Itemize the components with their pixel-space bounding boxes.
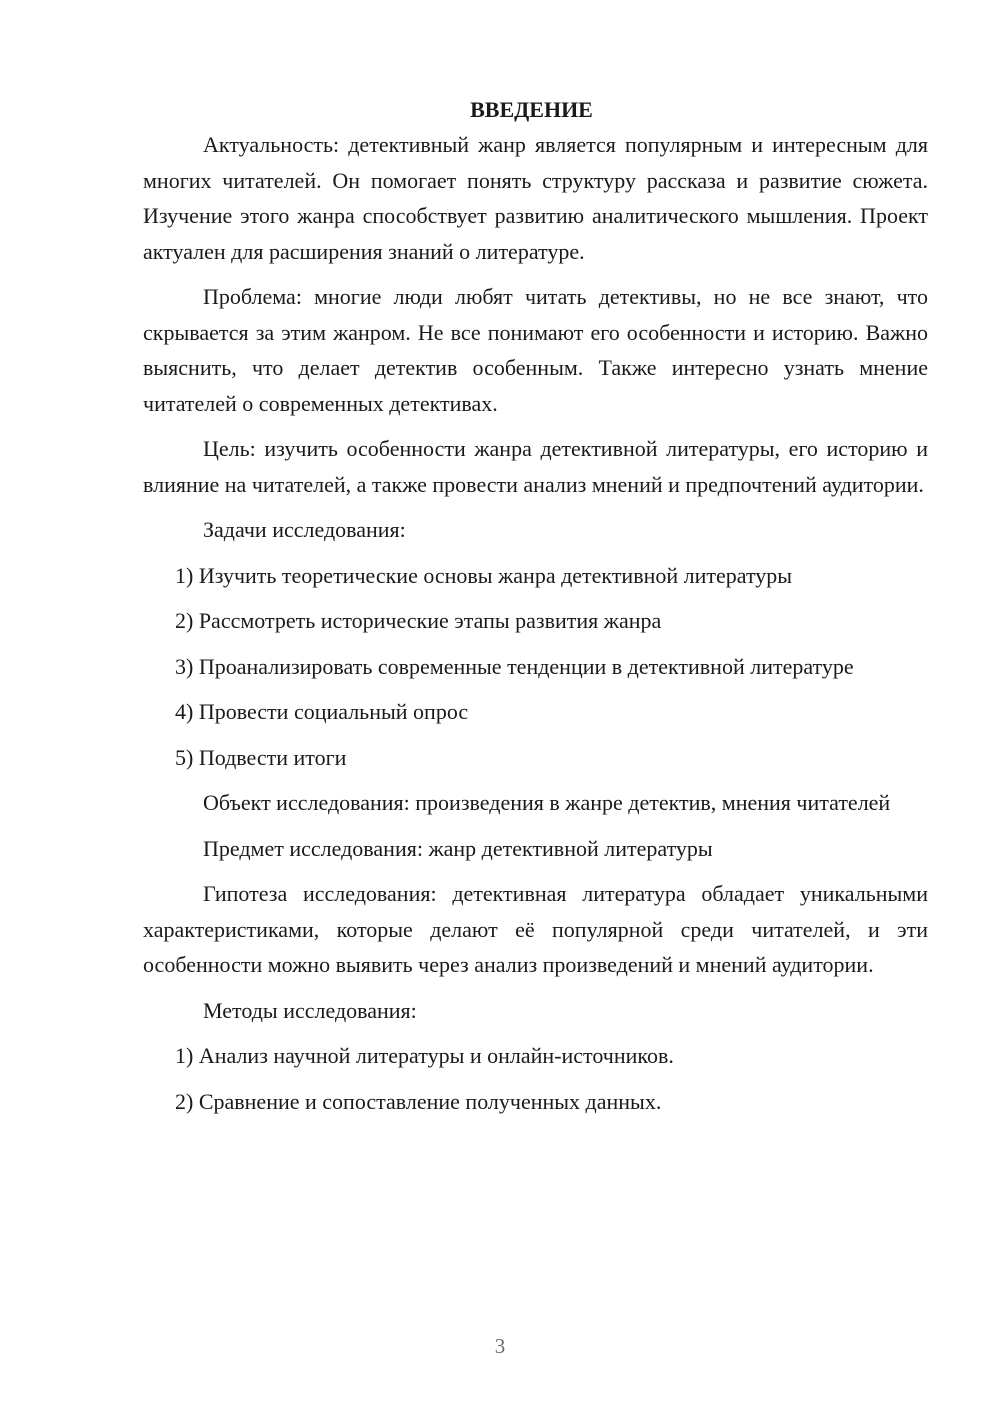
list-item: 1) Анализ научной литературы и онлайн-источников.: [175, 1043, 674, 1068]
paragraph-problem: Проблема: многие люди любят читать детективы, но не все знают, что скрывается за этим жанром. Не все понимают его особенности и историю. Важно выяснить, что делает детектив особенным. Также интересно узнать мнение читателей о современных детективах.: [143, 284, 928, 416]
paragraph-tasks-heading: Задачи исследования:: [203, 517, 406, 542]
paragraph-methods-heading: Методы исследования:: [203, 997, 417, 1023]
list-item: 4) Провести социальный опрос: [175, 699, 469, 724]
list-item: 3) Проанализировать современные тенденции в детективной литературе: [175, 653, 854, 679]
page-title: ВВЕДЕНИЕ: [470, 97, 593, 122]
page-number: 3: [494, 1334, 506, 1358]
paragraph-subject: Предмет исследования: жанр детективной литературы: [203, 835, 713, 861]
paragraph-hypothesis: Гипотеза исследования: детективная литература обладает уникальными характеристиками, которые делают её популярной среди читателей, и эти особенности можно выявить через анализ произведений и мнений аудитории.: [143, 881, 928, 977]
paragraph-relevance: Актуальность: детективный жанр является популярным и интересным для многих читателей. Он помогает понять структуру рассказа и развитие сюжета. Изучение этого жанра способствует развитию аналитического мышления. Проект актуален для расширения знаний о литературе.: [143, 132, 928, 264]
list-item: 2) Сравнение и сопоставление полученных данных.: [175, 1088, 662, 1114]
list-item: 5) Подвести итоги: [175, 744, 347, 770]
list-item: 2) Рассмотреть исторические этапы развития жанра: [175, 608, 662, 633]
list-item: 1) Изучить теоретические основы жанра детективной литературы: [175, 562, 793, 588]
paragraph-object: Объект исследования: произведения в жанре детектив, мнения читателей: [203, 790, 891, 815]
document-page: [143, 92, 928, 1119]
paragraph-goal: Цель: изучить особенности жанра детективной литературы, его историю и влияние на читателей, а также провести анализ мнений и предпочтений аудитории.: [143, 436, 928, 497]
